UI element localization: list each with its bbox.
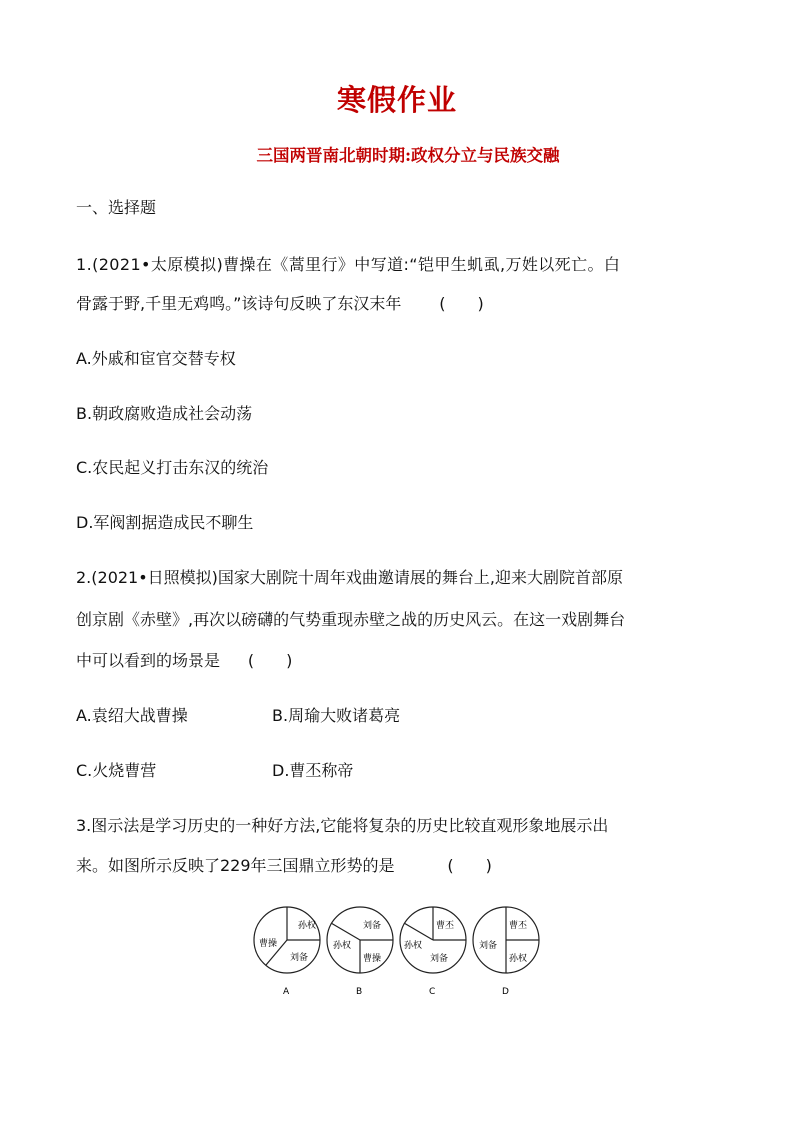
q2-option-b: B.周瑜大败诸葛亮 [272,706,401,725]
figure-d [473,907,539,997]
q3-stem-text: 来。如图所示反映了229年三国鼎立形势的是 [76,856,395,875]
figure-c-top: 曹丕 [436,921,455,931]
section-heading: 一、选择题 [76,198,157,217]
figure-c [400,907,466,997]
figure-b [327,907,393,997]
q1-stem-line1: 1.(2021•太原模拟)曹操在《蒿里行》中写道:“铠甲生虮虱,万姓以死亡。白 [76,255,621,274]
q2-stem-line3 [76,651,295,671]
figure-a-label: A [283,987,290,997]
figure-a-top: 孙权 [298,921,317,931]
figure-c-left: 孙权 [404,941,423,951]
q2-option-c: C.火烧曹营 [76,761,157,780]
q1-option-b: B.朝政腐败造成社会动荡 [76,404,253,423]
q2-option-a: A.袁绍大战曹操 [76,706,188,725]
figure-a-bottom: 刘备 [290,953,309,963]
page-subtitle: 三国两晋南北朝时期:政权分立与民族交融 [256,146,560,165]
figure-d-bottom: 孙权 [509,954,528,964]
page-title: 寒假作业 [336,83,457,117]
q2-stem-text: 中可以看到的场景是 [76,651,221,670]
q1-option-a: A.外戚和宦官交替专权 [76,349,236,368]
figure-b-bottom: 曹操 [363,954,382,964]
q1-stem-line2 [76,294,486,314]
figure-c-bottom: 刘备 [430,954,449,964]
q1-option-c: C.农民起义打击东汉的统治 [76,458,269,477]
q1-stem-text: 骨露于野,千里无鸡鸣。”该诗句反映了东汉末年 [76,294,402,313]
q2-stem-line2: 创京剧《赤壁》,再次以磅礴的气势重现赤壁之战的历史风云。在这一戏剧舞台 [76,610,626,629]
q1-answer-blank: ( ) [439,294,484,313]
figure-d-top: 曹丕 [509,921,528,931]
q2-stem-line1: 2.(2021•日照模拟)国家大剧院十周年戏曲邀请展的舞台上,迎来大剧院首部原 [76,568,623,587]
q3-answer-blank: ( ) [447,856,492,875]
q3-stem-line1: 3.图示法是学习历史的一种好方法,它能将复杂的历史比较直观形象地展示出 [76,816,609,835]
figure-b-label: B [356,987,363,997]
figure-a-left: 曹操 [259,939,278,949]
q1-option-d: D.军阀割据造成民不聊生 [76,513,254,532]
figure-b-left: 孙权 [333,941,352,951]
figure-c-label: C [429,987,436,997]
q3-figure [250,905,550,1005]
q2-answer-blank: ( ) [247,651,293,670]
figure-a [254,907,320,997]
q2-option-d: D.曹丕称帝 [272,761,354,780]
q3-stem-line2 [76,856,495,876]
figure-d-left: 刘备 [479,941,498,951]
figure-d-label: D [502,987,509,997]
figure-b-top: 刘备 [363,921,382,931]
